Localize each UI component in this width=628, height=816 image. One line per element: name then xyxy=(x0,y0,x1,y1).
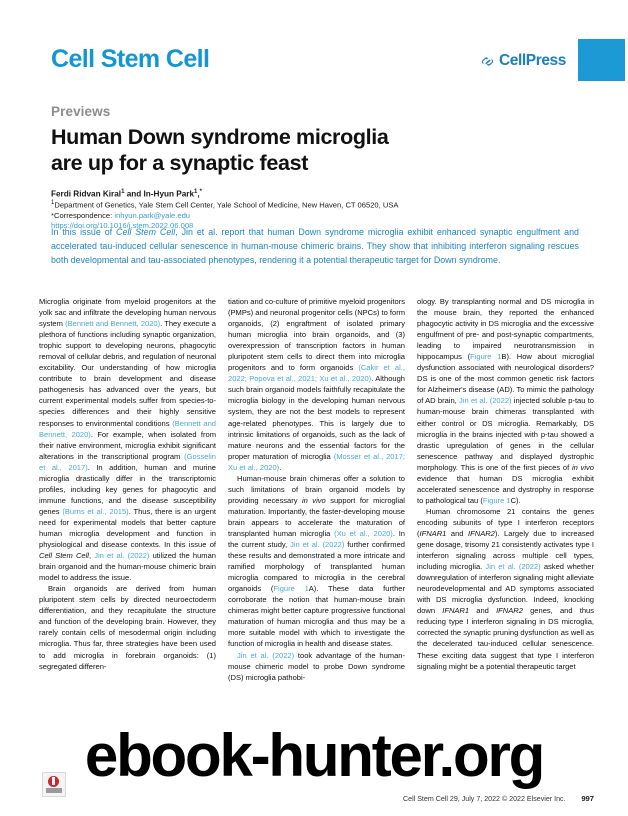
correspondence-label: *Correspondence: xyxy=(51,210,113,220)
body-column-2 xyxy=(228,296,405,683)
journal-masthead: Cell Stem Cell xyxy=(51,45,210,73)
paragraph: Human chromosome 21 contains the genes encoding subunits of type I interferon receptors (IFNAR1 and IFNAR2). Largely due to increased gene dosage, trisomy 21 consistently activates type I interferon signaling across multiple cell types, including microglia. Jin et al. (2022) asked whether downregulation of interferon signaling might alleviate neurodevelopmental and AD symptoms associated with DS microglia dysfunction. Indeed, knocking down IFNAR1 and IFNAR2 genes, and thus reducing type I interferon signaling in DS microglia, corrected the synaptic pruning dysfunction as well as the decelerated tau-induced cellular senescence. These exciting data suggest that type I interferon signaling might be a potential therapeutic target xyxy=(417,506,594,671)
watermark-text: ebook-hunter.org xyxy=(84,722,544,789)
body-column-1 xyxy=(39,296,216,683)
paragraph: Microglia originate from myeloid progenitors at the yolk sac and infiltrate the developing human nervous system (Bennett and Bennett, 2020). They execute a plethora of functions including synaptic organization, trophic support to developing neurons, phagocytic removal of cellular debris, and regulation of neuronal excitability. Our understanding of how microglia contribute to brain development and disease pathogenesis has advanced over the years, but current experimental models suffer from species-to-species differences and their highly sensitive responses to environmental conditions (Bennett and Bennett, 2020). For example, when isolated from their native environment, microglia exhibit significant alterations in the transcriptional program (Gosselin et al., 2017). In addition, human and murine microglia drastically differ in the transcriptomic profiles, including key genes for phagocytic and immune functions, and the disease susceptibility genes (Burns et al., 2015). Thus, there is an urgent need for experimental models that better capture human microglia development and function in physiological and disease contexts. In this issue of Cell Stem Cell, Jin et al. (2022) utilized the human brain organoid and the human-mouse chimeric brain model to address the issue. xyxy=(39,297,217,583)
section-label: Previews xyxy=(51,104,111,119)
page-number: 997 xyxy=(581,794,594,803)
footer-citation: Cell Stem Cell 29, July 7, 2022 © 2022 Elsevier Inc. xyxy=(403,795,566,803)
preview-abstract: In this issue of Cell Stem Cell, Jin et al. report that human Down syndrome microglia exhibit enhanced synaptic engulfment and accelerated tau-induced cellular senescence in human-mouse chimeric brains. They show that inhibiting interferon signaling rescues both developmental and tau-associated phenotypes, rendering it a potential therapeutic target for Down syndrome. xyxy=(51,227,579,265)
cellpress-link-glyph-icon xyxy=(480,54,495,69)
body-column-3 xyxy=(417,296,594,683)
page-header xyxy=(0,0,628,96)
paragraph: Brain organoids are derived from human pluripotent stem cells by directed neuroectoderm differentiation, and they recapitulate the structure and function of the developing brain. However, they rarely contain cells of mesodermal origin including microglia. Thus far, three strategies have been used to add microglia in forebrain organoids: (1) segregated differen- xyxy=(39,584,216,671)
crossmark-badge-icon[interactable] xyxy=(42,772,66,797)
header-color-swatch xyxy=(578,39,625,81)
paragraph: ology. By transplanting normal and DS microglia in the mouse brain, they reported the enhanced phagocytic activity in DS microglia and the excessive engulfment of pre- and post-synaptic compartments, leading to impaired neurotransmission in hippocampus (Figure 1B). How about microglial dysfunction associated with neurological disorders? DS is one of the most common genetic risk factors for Alzheimer's disease (AD). To mimic the pathology of AD brain, Jin et al. (2022) injected soluble p-tau to human-mouse brain chimeras transplanted with either control or DS microglia. Remarkably, DS microglia in the brains injected with p-tau showed a drastic upregulation of genes in the cellular senescence pathway and displayed dystrophic morphology. This is one of the first pieces of in vivo evidence that human DS microglia exhibit accelerated senescence and dystrophy in response to pathological tau (Figure 1C). xyxy=(417,297,595,505)
correspondence-email-link[interactable]: inhyun.park@yale.edu xyxy=(114,210,191,220)
author-list: Ferdi Ridvan Kiral$^1$ and In-Hyun Park$^1$,* xyxy=(51,189,202,199)
paragraph: tiation and co-culture of primitive myeloid progenitors (PMPs) and neuronal progenitor cells (NPCs) to form organoids, (2) engraftment of isolated primary human microglia into brain organoids, and (3) overexpression of transcription factors in human pluripotent stem cells to direct them into microglia progenitors and to form organoids (Cakir et al., 2022; Popova et al., 2021; Xu et al., 2020). Although such brain organoid models faithfully recapitulate the microglia biology in the developing human nervous system, they are not the best models to represent age-related phenotypes. This is largely due to intrinsic limitations of organoids, such as the lack of mature neurons and the essential factors for the proper maturation of microglia (Mosser et al., 2017; Xu et al., 2020). xyxy=(228,297,405,472)
cellpress-wordmark: CellPress xyxy=(498,52,566,69)
affiliation-line: $^1$Department of Genetics, Yale Stem Cell Center, Yale School of Medicine, New Haven, CT 06520, USA xyxy=(51,200,399,210)
body-columns xyxy=(39,296,595,683)
page-title: Human Down syndrome microglia are up for a synaptic feast xyxy=(51,125,389,175)
paragraph: Jin et al. (2022) took advantage of the human-mouse chimeric model to probe Down syndrome (DS) microglia pathobi- xyxy=(228,650,405,682)
article-header xyxy=(51,104,581,230)
crossmark-bar xyxy=(46,788,62,793)
cellpress-logo xyxy=(480,52,566,70)
correspondence-line xyxy=(51,211,581,220)
crossmark-disc xyxy=(48,776,59,787)
paragraph: Human-mouse brain chimeras offer a solution to such limitations of brain organoid models by providing necessary in vivo support for microglial maturation. Importantly, the faster-developing mouse brain appears to accelerate the maturation of transplanted human microglia (Xu et al., 2020). In the current study, Jin et al. (2022) further confirmed these results and demonstrated a more intricate and ramified morphology of transplanted human microglia compared to microglia in the cerebral organoids (Figure 1A). These data further corroborate the notion that human-mouse brain chimeras might better capture progressive functional maturation of human microglia and thus may be a more suitable model with which to investigate the function of microglia in health and disease states. xyxy=(228,473,405,649)
doi-link[interactable]: https://doi.org/10.1016/j.stem.2022.06.008 xyxy=(51,220,194,230)
